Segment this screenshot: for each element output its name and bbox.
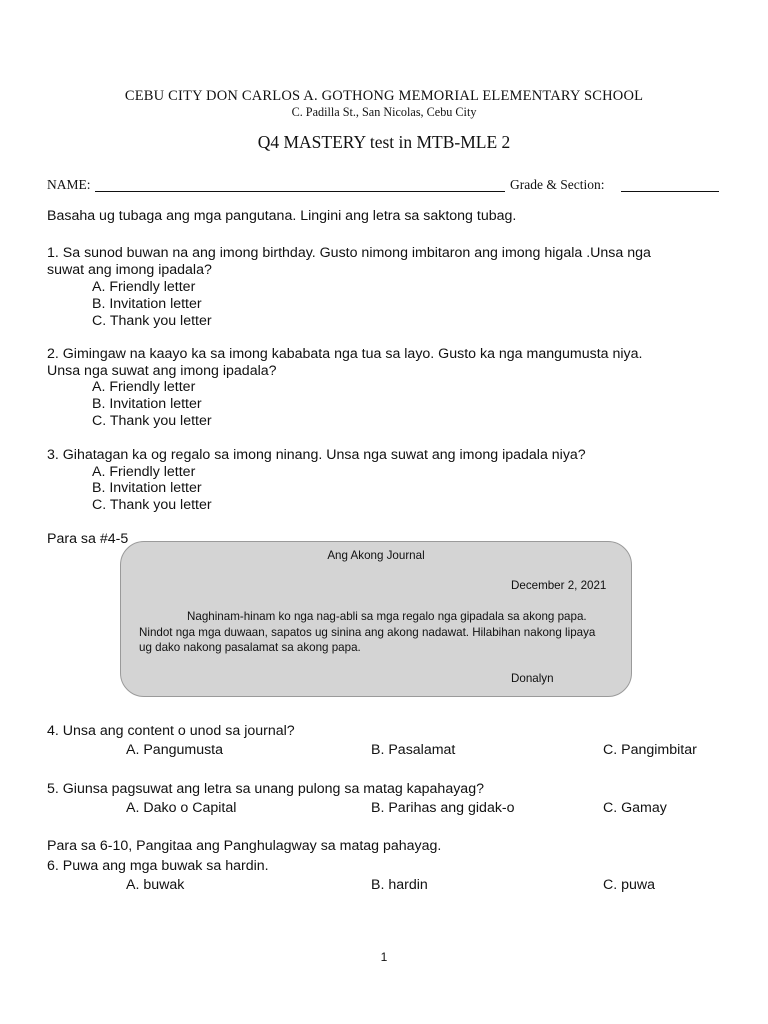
section-label-6-10: Para sa 6-10, Pangitaa ang Panghulagway sa matag pahayag.: [47, 838, 442, 854]
question-6-option-c: C. puwa: [603, 877, 656, 893]
name-blank-line: [95, 191, 505, 192]
school-address: C. Padilla St., San Nicolas, Cebu City: [291, 105, 477, 119]
question-3-option-c: C. Thank you letter: [92, 497, 212, 513]
question-3-option-a: A. Friendly letter: [92, 464, 196, 480]
question-4-option-c: C. Pangimbitar: [603, 742, 697, 758]
question-5-option-b: B. Parihas ang gidak-o: [371, 800, 515, 816]
section-label-4-5: Para sa #4-5: [47, 531, 129, 547]
question-1-line-2: suwat ang imong ipadala?: [47, 262, 212, 278]
question-6-line-1: 6. Puwa ang mga buwak sa hardin.: [47, 858, 269, 874]
question-2-option-c: C. Thank you letter: [92, 413, 212, 429]
journal-body-line-1: Naghinam-hinam ko nga nag-abli sa mga regalo nga gipadala sa akong papa.: [187, 610, 587, 623]
question-4-line-1: 4. Unsa ang content o unod sa journal?: [47, 723, 295, 739]
journal-date: December 2, 2021: [511, 579, 607, 592]
question-3-option-b: B. Invitation letter: [92, 480, 202, 496]
test-title: Q4 MASTERY test in MTB-MLE 2: [257, 132, 511, 152]
question-2-line-1: 2. Gimingaw na kaayo ka sa imong kababata nga tua sa layo. Gusto ka nga mangumusta niya.: [47, 346, 643, 362]
journal-body-line-3: ug dako nakong pasalamat sa akong papa.: [139, 641, 361, 654]
journal-title: Ang Akong Journal: [327, 549, 425, 562]
school-name: CEBU CITY DON CARLOS A. GOTHONG MEMORIAL ELEMENTARY SCHOOL: [124, 88, 644, 104]
grade-section-label: Grade & Section:: [510, 177, 605, 192]
question-6-option-a: A. buwak: [126, 877, 185, 893]
question-2-option-a: A. Friendly letter: [92, 379, 196, 395]
page-number: 1: [380, 950, 388, 964]
question-2-option-b: B. Invitation letter: [92, 396, 202, 412]
question-1-option-c: C. Thank you letter: [92, 313, 212, 329]
instructions: Basaha ug tubaga ang mga pangutana. Lingini ang letra sa saktong tubag.: [47, 208, 517, 224]
question-4-option-b: B. Pasalamat: [371, 742, 456, 758]
question-6-option-b: B. hardin: [371, 877, 428, 893]
question-1-option-a: A. Friendly letter: [92, 279, 196, 295]
question-4-option-a: A. Pangumusta: [126, 742, 224, 758]
question-5-option-c: C. Gamay: [603, 800, 667, 816]
question-5-option-a: A. Dako o Capital: [126, 800, 237, 816]
name-label: NAME:: [47, 177, 91, 192]
grade-section-blank-line: [621, 191, 719, 192]
question-2-line-2: Unsa nga suwat ang imong ipadala?: [47, 363, 277, 379]
journal-box: [120, 541, 632, 697]
journal-signature: Donalyn: [511, 672, 554, 685]
journal-body-line-2: Nindot nga mga duwaan, sapatos ug sinina ang akong nadawat. Hilabihan nakong lipaya: [139, 626, 596, 639]
question-5-line-1: 5. Giunsa pagsuwat ang letra sa unang pulong sa matag kapahayag?: [47, 781, 484, 797]
question-1-line-1: 1. Sa sunod buwan na ang imong birthday. Gusto nimong imbitaron ang imong higala .Unsa nga: [47, 245, 651, 261]
question-1-option-b: B. Invitation letter: [92, 296, 202, 312]
question-3-line-1: 3. Gihatagan ka og regalo sa imong ninang. Unsa nga suwat ang imong ipadala niya?: [47, 447, 586, 463]
